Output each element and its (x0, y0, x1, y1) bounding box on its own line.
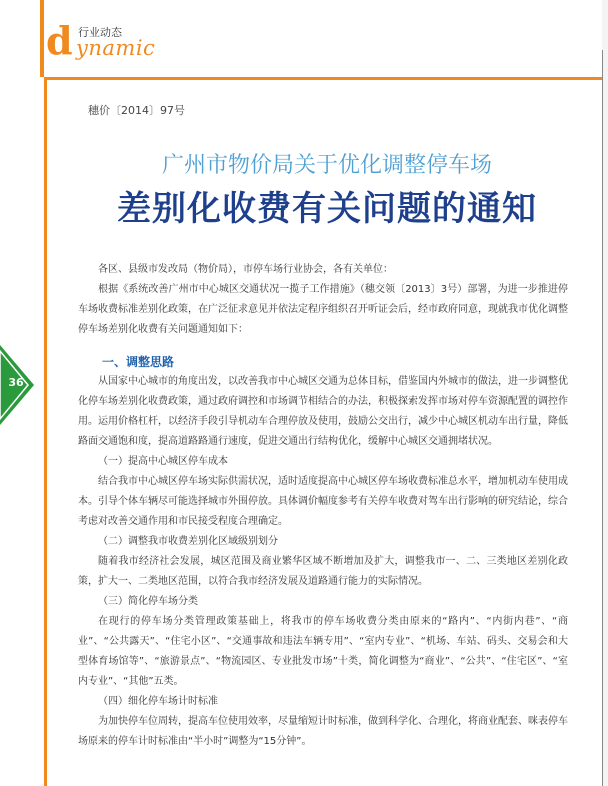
title-line-1: 广州市物价局关于优化调整停车场 (161, 153, 492, 178)
subsection-2-paragraph: 随着我市经济社会发展，城区范围及商业繁华区域不断增加及扩大，调整我市一、二、三类地区差别化政策，扩大一、二类地区范围，以符合我市经济发展及道路通行能力的实际情况。 (78, 556, 568, 587)
subsection-4-paragraph: 为加快停车位周转，提高车位使用效率，尽量缩短计时标准，做到科学化、合理化，将商业配套、咪表停车场原来的停车计时标准由“半小时”调整为“15分钟”。 (78, 716, 568, 747)
document-body (78, 260, 568, 752)
salutation: 各区、县级市发改局（物价局），市停车场行业协会，各有关单位： (98, 264, 393, 275)
header-accent-bar (40, 0, 44, 77)
header-logo-letter: d (46, 18, 73, 63)
subsection-1-heading: （一）提高中心城区停车成本 (98, 456, 228, 467)
document-number: 穗价〔2014〕97号 (88, 104, 185, 117)
section-label-cn: 行业动态 (78, 26, 122, 39)
page-number: 36 (8, 376, 24, 389)
subsection-3-heading: （三）简化停车场分类 (98, 596, 198, 607)
subsection-3-paragraph: 在现行的停车场分类管理政策基础上，将我市的停车场收费分类由原来的“路内”、“内街内巷”、“商业”、“公共露天”、“住宅小区”、“交通事故和违法车辆专用”、“室内专业”、“机场、车站、码头、交易会和大型体育场馆等”、“旅游景点”、“物流园区、专业批发市场”十类，简化调整为“商业”、“公共”、“住宅区”、“室内专业”、“其他”五类。 (78, 616, 568, 687)
intro-paragraph: 根据《系统改善广州市中心城区交通状况一揽子工作措施》（穗交领〔2013〕3号）部署，为进一步推进停车场收费标准差别化政策，在广泛征求意见并依法定程序组织召开听证会后，经市政府同意，现就我市优化调整停车场差别化收费有关问题通知如下： (78, 284, 568, 335)
section-label-en: ynamic (76, 36, 156, 60)
page-edge (602, 0, 608, 786)
subsection-1-paragraph: 结合我市中心城区停车场实际供需状况，适时适度提高中心城区停车场收费标准总水平，增加机动车使用成本。引导个体车辆尽可能选择城市外围停放。具体调价幅度参考有关停车收费对驾车出行影响的研究结论，综合考虑对改善交通作用和市民接受程度合理确定。 (78, 476, 568, 527)
subsection-2-heading: （二）调整我市收费差别化区域级别划分 (98, 536, 278, 547)
section-1-paragraph: 从国家中心城市的角度出发，以改善我市中心城区交通为总体目标，借鉴国内外城市的做法，进一步调整优化停车场差别化收费政策，通过政府调控和市场调节相结合的办法，积极探索发挥市场对停车资源配置的调控作用。运用价格杠杆，以经济手段引导机动车合理停放及使用，鼓励公交出行，减少中心城区机动车出行量，降低路面交通饱和度，提高道路路通行速度，促进交通出行结构优化，缓解中心城区交通拥堵状况。 (78, 376, 568, 447)
subsection-4-heading: （四）细化停车场计时标准 (98, 696, 218, 707)
title-line-2: 差别化收费有关问题的通知 (117, 189, 537, 229)
section-1-heading: 一、调整思路 (102, 355, 175, 369)
